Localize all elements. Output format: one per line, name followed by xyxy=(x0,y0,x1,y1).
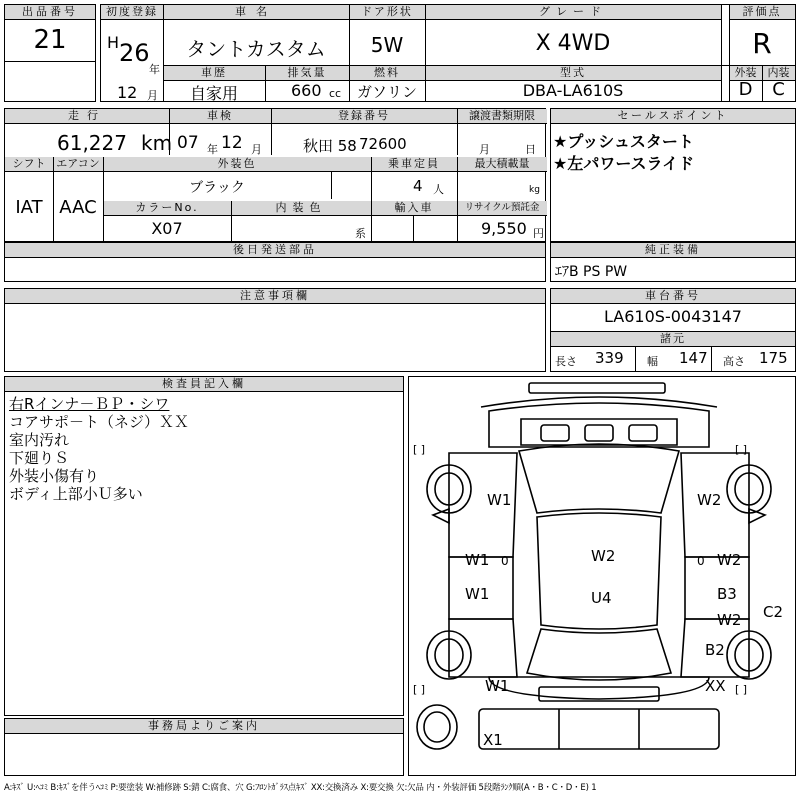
aircon-header: エアコン xyxy=(53,157,103,172)
inspection-year: 07 xyxy=(177,133,199,153)
damage-map-box xyxy=(408,376,796,776)
caution-header: 注意事項欄 xyxy=(5,289,545,304)
fuel-header: 燃料 xyxy=(349,65,425,81)
grade: X 4WD xyxy=(535,31,611,56)
sales-points-box xyxy=(550,108,796,242)
office-box xyxy=(4,718,404,776)
width: 147 xyxy=(679,349,708,367)
lot-header: 出品番号 xyxy=(5,5,95,20)
registration-header: 登録番号 xyxy=(271,109,457,124)
transfer-header: 譲渡書類期限 xyxy=(457,109,547,124)
inspection-header: 車検 xyxy=(169,109,271,124)
color-no-header: カラーNo. xyxy=(103,201,231,216)
color-no: X07 xyxy=(151,219,183,238)
damage-mark: B2 xyxy=(705,641,725,659)
damage-mark: W2 xyxy=(717,551,742,569)
car-diagram xyxy=(409,377,794,774)
interior-grade: C xyxy=(772,79,785,100)
damage-mark: W1 xyxy=(465,551,490,569)
height: 175 xyxy=(759,349,788,367)
equipment-box xyxy=(550,242,796,282)
exterior-grade: D xyxy=(738,79,753,100)
damage-mark: W2 xyxy=(697,491,722,509)
inspector-note: 外装小傷有り xyxy=(9,467,100,485)
recycle-unit: 円 xyxy=(533,227,544,240)
aircon: AAC xyxy=(59,197,97,218)
int-color-unit: 系 xyxy=(355,227,366,240)
length: 339 xyxy=(595,349,624,367)
vehicle-details-box xyxy=(4,108,546,242)
first-reg-year-unit: 年 xyxy=(149,63,160,76)
exterior-header: 外装 xyxy=(729,65,762,81)
width-label: 幅 xyxy=(647,355,658,368)
chassis-box xyxy=(550,288,796,372)
model: DBA-LA610S xyxy=(522,81,624,100)
chassis-number: LA610S-0043147 xyxy=(604,307,742,326)
mileage: 61,227 xyxy=(57,131,127,155)
capacity: 4 xyxy=(413,177,423,195)
sales-points-header: セールスポイント xyxy=(551,109,795,124)
car-name-header: 車名 xyxy=(163,5,349,20)
score: R xyxy=(752,27,772,60)
interior-header: 内装 xyxy=(762,65,795,81)
displacement-unit: cc xyxy=(329,87,342,100)
inspector-header: 検査員記入欄 xyxy=(5,377,403,392)
model-header: 型式 xyxy=(425,65,721,81)
inspector-notes xyxy=(9,395,189,503)
first-reg-header: 初度登録 xyxy=(101,5,163,20)
fuel: ガソリン xyxy=(356,83,417,101)
damage-mark: B3 xyxy=(717,585,737,603)
lot-number: 21 xyxy=(33,25,67,55)
transfer-month-unit: 月 xyxy=(479,143,490,156)
score-header: 評価点 xyxy=(729,5,795,20)
bracket-left-top: [ ] xyxy=(413,443,426,456)
shift: IAT xyxy=(15,197,43,218)
damage-mark: U4 xyxy=(591,589,612,607)
car-name: タントカスタム xyxy=(186,37,326,61)
damage-mark: W1 xyxy=(485,677,510,695)
inspector-note: 右Rインナ－ＢＰ・シワ xyxy=(9,395,170,413)
caution-box xyxy=(4,288,546,372)
equipment: ｴｱB PS PW xyxy=(555,264,628,280)
length-label: 長さ xyxy=(555,355,577,368)
first-reg-month-unit: 月 xyxy=(147,89,158,102)
first-reg-era: H xyxy=(107,33,120,52)
bracket-right-bottom: [ ] xyxy=(735,683,748,696)
damage-mark: W2 xyxy=(717,611,742,629)
bracket-right-top: [ ] xyxy=(735,443,748,456)
mileage-header: 走行 xyxy=(5,109,169,124)
registration-area: 秋田 58 xyxy=(303,137,357,155)
ext-color-header: 外装色 xyxy=(103,157,371,172)
sales-point-1: ★プッシュスタート xyxy=(553,132,694,151)
door-type: 5W xyxy=(370,33,404,57)
damage-mark: W1 xyxy=(487,491,512,509)
chassis-header: 車台番号 xyxy=(551,289,795,304)
height-label: 高さ xyxy=(723,355,745,368)
lot-box xyxy=(4,4,96,102)
first-reg-month: 12 xyxy=(117,83,138,102)
displacement: 660 xyxy=(291,81,322,100)
equipment-header: 純正装備 xyxy=(551,243,795,258)
inspector-box xyxy=(4,376,404,716)
max-load-header: 最大積載量 xyxy=(457,157,547,172)
later-parts-box xyxy=(4,242,546,282)
history: 自家用 xyxy=(189,84,238,103)
inspector-note: 室内汚れ xyxy=(9,431,70,449)
mileage-unit: km xyxy=(141,131,173,155)
max-load-unit: kg xyxy=(529,185,540,195)
office-header: 事務局よりご案内 xyxy=(5,719,403,734)
capacity-header: 乗車定員 xyxy=(371,157,457,172)
grade-header: グレード xyxy=(425,5,721,20)
shift-header: シフト xyxy=(5,157,53,172)
transfer-day-unit: 日 xyxy=(525,143,536,156)
later-parts-header: 後日発送部品 xyxy=(5,243,545,258)
ext-color: ブラック xyxy=(189,180,245,196)
recycle: 9,550 xyxy=(481,219,527,238)
vehicle-header-box xyxy=(100,4,796,102)
displacement-header: 排気量 xyxy=(265,65,349,81)
int-color-header: 内装色 xyxy=(231,201,371,216)
specs-header: 諸元 xyxy=(551,331,795,347)
registration-number: 72600 xyxy=(359,135,407,153)
bracket-left-bottom: [ ] xyxy=(413,683,426,696)
inspection-month-unit: 月 xyxy=(251,143,262,156)
import-header: 輸入車 xyxy=(371,201,457,216)
inspector-note: ボディ上部小Ｕ多い xyxy=(9,485,143,503)
damage-mark: C2 xyxy=(763,603,784,621)
inspector-note: コアサポ－ト（ネジ）ＸＸ xyxy=(9,413,190,431)
inspection-year-unit: 年 xyxy=(207,143,218,156)
damage-mark: W2 xyxy=(591,547,616,565)
damage-mark: 0 xyxy=(697,554,705,568)
history-header: 車歴 xyxy=(163,65,265,81)
first-reg-year: 26 xyxy=(119,39,150,67)
damage-mark: W1 xyxy=(465,585,490,603)
inspection-month: 12 xyxy=(221,133,243,153)
damage-mark: XX xyxy=(705,677,726,695)
door-header: ドア形状 xyxy=(349,5,425,20)
damage-mark: 0 xyxy=(501,554,509,568)
legend: A:ｷｽﾞ U:ﾍｺﾐ B:ｷｽﾞを伴うﾍｺﾐ P:要塗装 W:補修跡 S:錆 C:腐食、穴 G:ﾌﾛﾝﾄｶﾞﾗｽ点ｷｽﾞ XX:交換済み X:要交換 欠:欠品 内・外装評価 5段階ﾗﾝｸ順(A・B・C・D・E) 1 xyxy=(4,783,597,793)
sales-point-2: ★左パワースライド xyxy=(553,154,695,173)
inspector-note: 下廻りＳ xyxy=(9,449,70,467)
damage-mark: X1 xyxy=(483,731,503,749)
capacity-unit: 人 xyxy=(433,183,444,196)
recycle-header: リサイクル預託金 xyxy=(457,201,547,216)
